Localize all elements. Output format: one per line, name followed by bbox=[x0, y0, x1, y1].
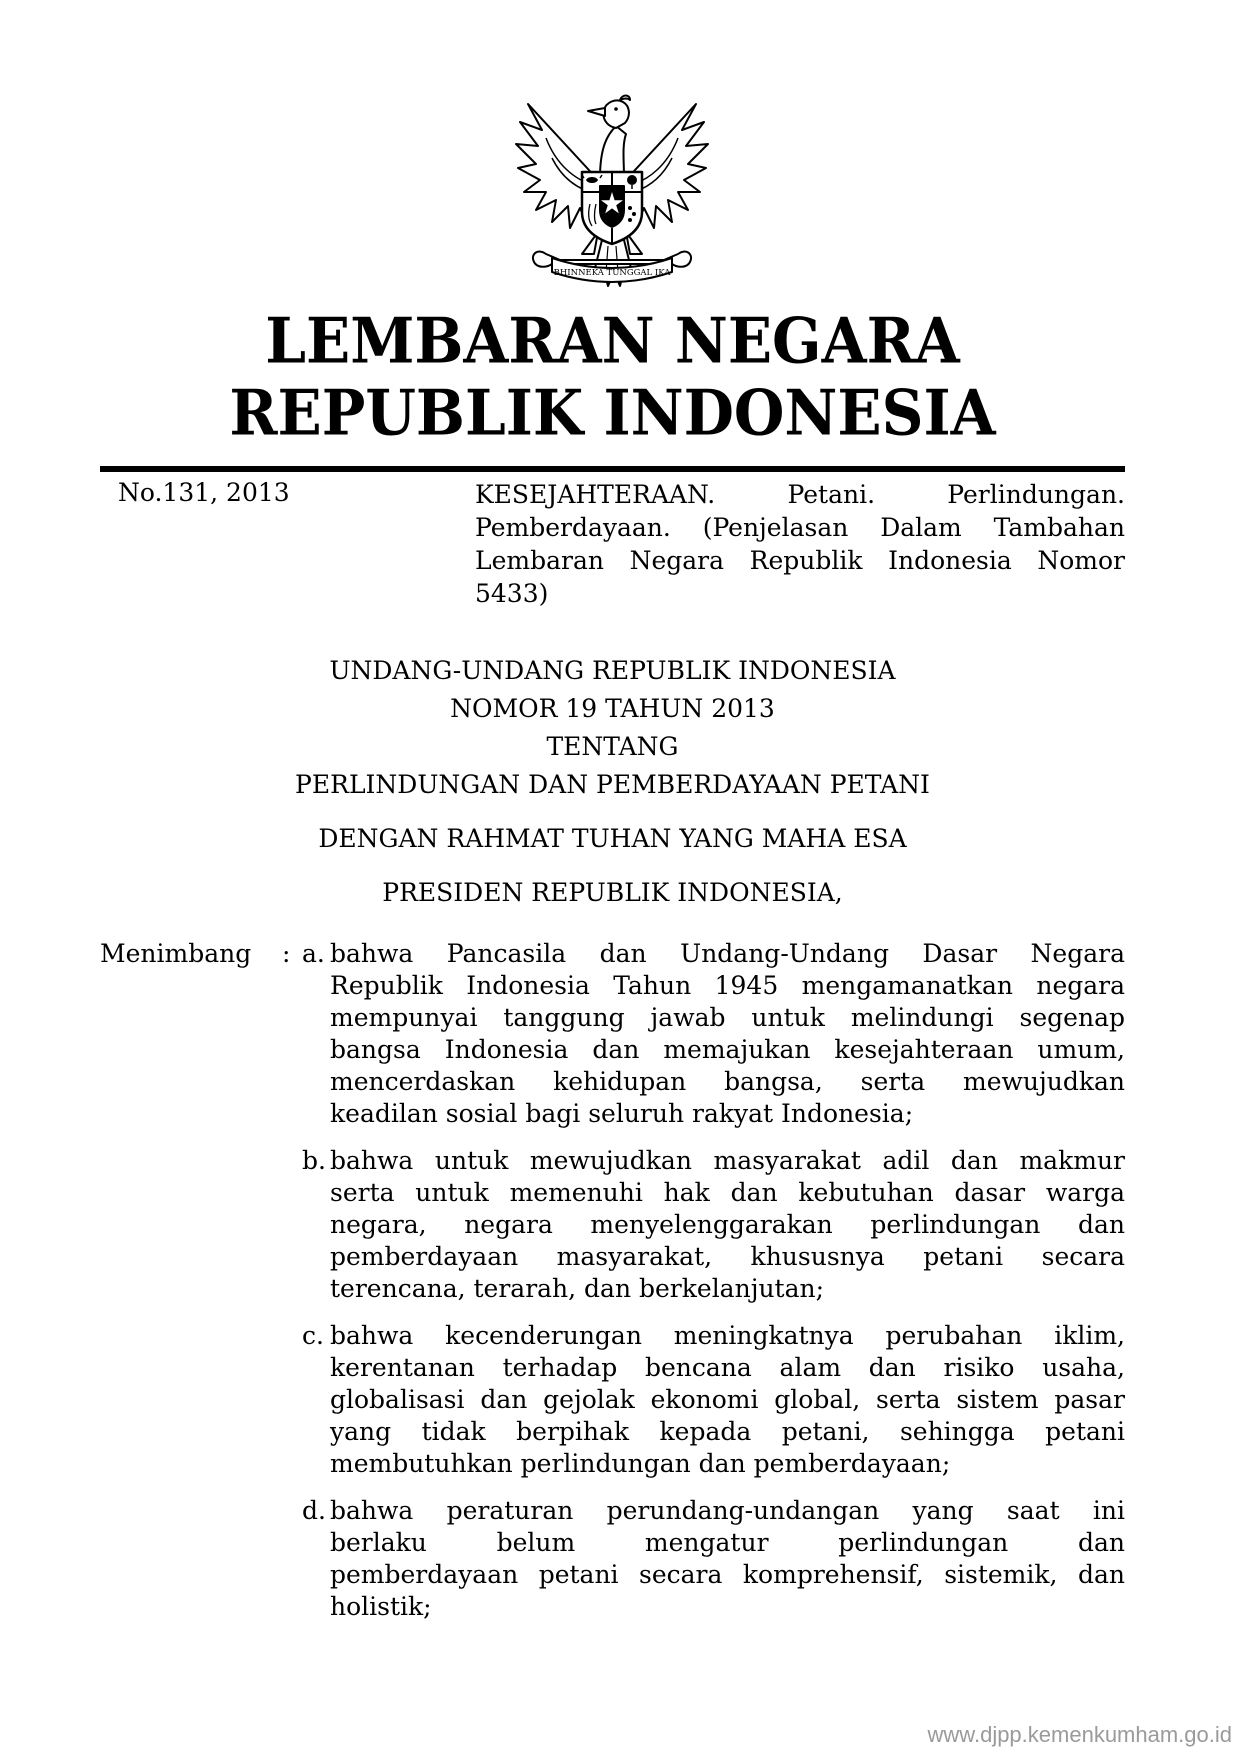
subject-line: Lembaran Negara Republik Indonesia Nomor bbox=[475, 546, 1125, 575]
consideration-line: globalisasi dan gejolak ekonomi global, serta sistem pasar bbox=[330, 1385, 1125, 1414]
consideration-line: mempunyai tanggung jawab untuk melindungi segenap bbox=[330, 1003, 1125, 1032]
law-heading-line4: PERLINDUNGAN DAN PEMBERDAYAAN PETANI bbox=[295, 770, 930, 799]
consideration-item bbox=[302, 1320, 1125, 1480]
consideration-item-letter: d. bbox=[302, 1496, 326, 1525]
consideration-line: bahwa Pancasila dan Undang-Undang Dasar Negara bbox=[330, 939, 1125, 968]
consideration-line: bahwa untuk mewujudkan masyarakat adil dan makmur bbox=[330, 1146, 1125, 1175]
considerations-colon: : bbox=[282, 939, 291, 968]
masthead bbox=[100, 305, 1125, 449]
consideration-item-letter: c. bbox=[302, 1321, 324, 1350]
subject-line: KESEJAHTERAAN. Petani. Perlindungan. bbox=[475, 480, 1125, 509]
garuda-emblem-graphic bbox=[512, 82, 712, 294]
gazette-number: No.131, 2013 bbox=[118, 478, 290, 507]
law-heading-line1: UNDANG-UNDANG REPUBLIK INDONESIA bbox=[329, 656, 896, 685]
gazette-title-line2: REPUBLIK INDONESIA bbox=[229, 376, 996, 450]
consideration-line: serta untuk memenuhi hak dan kebutuhan dasar warga bbox=[330, 1178, 1125, 1207]
consideration-line: pemberdayaan masyarakat, khususnya petani secara bbox=[330, 1242, 1125, 1271]
consideration-item-text bbox=[330, 1320, 1125, 1480]
consideration-item bbox=[302, 1145, 1125, 1305]
consideration-line: holistik; bbox=[330, 1592, 432, 1621]
law-heading bbox=[100, 652, 1125, 912]
law-heading-line2: NOMOR 19 TAHUN 2013 bbox=[450, 694, 775, 723]
emblem-banner-text: BHINNEKA TUNGGAL IKA bbox=[553, 268, 671, 278]
consideration-item-letter: b. bbox=[302, 1146, 326, 1175]
garuda-pancasila-emblem bbox=[512, 82, 712, 294]
subject-line: 5433) bbox=[475, 579, 549, 608]
consideration-line: bahwa kecenderungan meningkatnya perubahan iklim, bbox=[330, 1321, 1125, 1350]
consideration-line: mencerdaskan kehidupan bangsa, serta mewujudkan bbox=[330, 1067, 1125, 1096]
consideration-line: kerentanan terhadap bencana alam dan risiko usaha, bbox=[330, 1353, 1125, 1382]
consideration-item bbox=[302, 1495, 1125, 1623]
consideration-line: keadilan sosial bagi seluruh rakyat Indonesia; bbox=[330, 1099, 914, 1128]
consideration-item-text bbox=[330, 938, 1125, 1130]
consideration-line: pemberdayaan petani secara komprehensif, sistemik, dan bbox=[330, 1560, 1125, 1589]
consideration-line: bangsa Indonesia dan memajukan kesejahteraan umum, bbox=[330, 1035, 1125, 1064]
subject-line: Pemberdayaan. (Penjelasan Dalam Tambahan bbox=[475, 513, 1125, 542]
consideration-line: membutuhkan perlindungan dan pemberdayaan; bbox=[330, 1449, 951, 1478]
consideration-item-text bbox=[330, 1145, 1125, 1305]
law-authority: PRESIDEN REPUBLIK INDONESIA, bbox=[382, 878, 843, 907]
considerations-items bbox=[302, 938, 1125, 1623]
law-invocation: DENGAN RAHMAT TUHAN YANG MAHA ESA bbox=[318, 824, 907, 853]
consideration-line: bahwa peraturan perundang-undangan yang saat ini bbox=[330, 1496, 1125, 1525]
consideration-item-text bbox=[330, 1495, 1125, 1623]
subject-abstract bbox=[475, 478, 1125, 610]
law-heading-line3: TENTANG bbox=[546, 732, 679, 761]
footer-url: www.djpp.kemenkumham.go.id bbox=[927, 1722, 1232, 1747]
consideration-line: yang tidak berpihak kepada petani, sehingga petani bbox=[330, 1417, 1125, 1446]
considerations-section bbox=[100, 938, 1125, 1623]
masthead-rule bbox=[100, 466, 1125, 472]
considerations-label: Menimbang bbox=[100, 939, 252, 968]
consideration-item-letter: a. bbox=[302, 939, 325, 968]
consideration-line: berlaku belum mengatur perlindungan dan bbox=[330, 1528, 1125, 1557]
consideration-line: terencana, terarah, dan berkelanjutan; bbox=[330, 1274, 825, 1303]
consideration-line: Republik Indonesia Tahun 1945 mengamanatkan negara bbox=[330, 971, 1125, 1000]
gazette-title-line1: LEMBARAN NEGARA bbox=[265, 304, 960, 378]
consideration-line: negara, negara menyelenggarakan perlindungan dan bbox=[330, 1210, 1125, 1239]
consideration-item bbox=[302, 938, 1125, 1130]
